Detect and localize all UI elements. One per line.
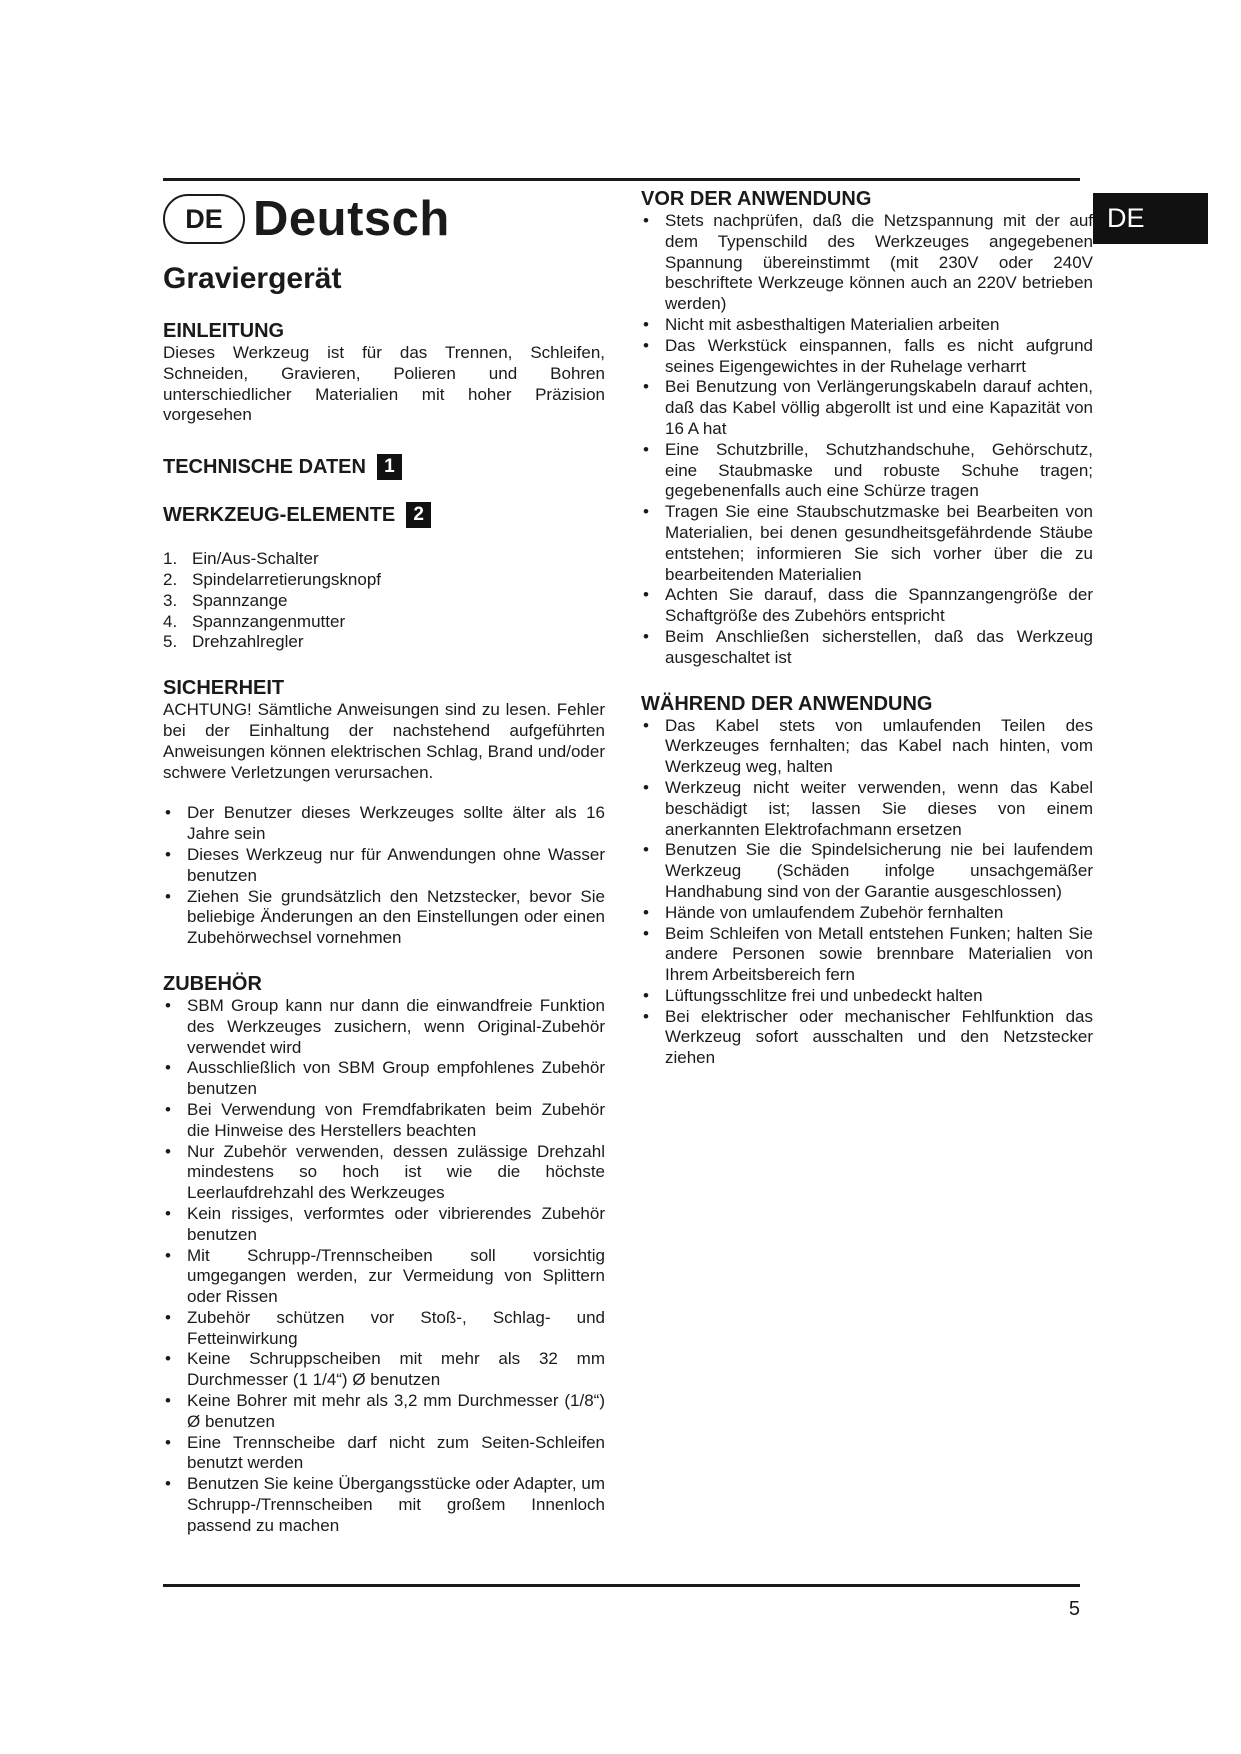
waehrend-der-anwendung-heading: WÄHREND DER ANWENDUNG (641, 692, 933, 715)
list-item: • Nicht mit asbesthaltigen Materialien arbeiten (641, 315, 1093, 336)
list-item: • Hände von umlaufendem Zubehör fernhalten (641, 903, 1093, 924)
bottom-rule (163, 1584, 1080, 1587)
list-item: 3. Spannzange (163, 590, 288, 610)
list-item: • Mit Schrupp-/Trennscheiben soll vorsichtig umgegangen werden, zur Vermeidung von Splittern oder Rissen (163, 1246, 605, 1308)
language-header (163, 188, 605, 250)
figure-ref-badge: 1 (377, 454, 402, 480)
list-item: • Ziehen Sie grundsätzlich den Netzstecker, bevor Sie beliebige Änderungen an den Einstellungen oder einen Zubehörwechsel vornehmen (163, 887, 605, 949)
list-item: • Bei Benutzung von Verlängerungskabeln darauf achten, daß das Kabel völlig abgerollt ist und eine Kapazität von 16 A hat (641, 377, 1093, 439)
list-item: 5. Drehzahlregler (163, 632, 304, 652)
list-item: • Eine Trennscheibe darf nicht zum Seiten-Schleifen benutzt werden (163, 1433, 605, 1475)
language-badge: DE (163, 194, 245, 244)
list-item: • Zubehör schützen vor Stoß-, Schlag- und Fetteinwirkung (163, 1308, 605, 1350)
page-number: 5 (1068, 1598, 1080, 1620)
list-item: • Tragen Sie eine Staubschutzmaske bei Bearbeiten von Materialien, bei denen gesundheitsgefährdende Stäube entstehen; informieren Sie sich vorher über die zu bearbeitenden Materialien (641, 502, 1093, 585)
zubehoer-heading: ZUBEHÖR (163, 972, 262, 995)
list-item: • Eine Schutzbrille, Schutzhandschuhe, Gehörschutz, eine Staubmaske und robuste Schuhe tragen; gegebenenfalls auch eine Schürze tragen (641, 440, 1093, 502)
list-item: • Benutzen Sie die Spindelsicherung nie bei laufendem Werkzeug (Schäden infolge unsachgemäßer Handhabung sind von der Garantie ausgeschlossen) (641, 840, 1093, 902)
list-item: 2. Spindelarretierungsknopf (163, 569, 382, 589)
sicherheit-heading: SICHERHEIT (163, 677, 285, 700)
list-item: • Das Werkstück einspannen, falls es nicht aufgrund seines Eigengewichtes in der Ruhelage verharrt (641, 336, 1093, 378)
list-item: • Der Benutzer dieses Werkzeuges sollte älter als 16 Jahre sein (163, 803, 605, 845)
list-item: • Dieses Werkzeug nur für Anwendungen ohne Wasser benutzen (163, 845, 605, 887)
list-item: • Bei elektrischer oder mechanischer Fehlfunktion das Werkzeug sofort ausschalten und den Netzstecker ziehen (641, 1007, 1093, 1069)
waehrend-der-anwendung-list (641, 716, 1093, 1070)
list-item: • Keine Bohrer mit mehr als 3,2 mm Durchmesser (1/8“) Ø benutzen (163, 1391, 605, 1433)
list-item: 1. Ein/Aus-Schalter (163, 549, 319, 569)
list-item: • Ausschließlich von SBM Group empfohlenes Zubehör benutzen (163, 1058, 605, 1100)
right-column (641, 188, 1093, 1069)
zubehoer-list (163, 996, 605, 1537)
list-item: • Nur Zubehör verwenden, dessen zulässige Drehzahl mindestens so hoch ist wie die höchste Leerlaufdrehzahl des Werkzeuges (163, 1142, 605, 1204)
list-item: • Benutzen Sie keine Übergangsstücke oder Adapter, um Schrupp-/Trennscheiben mit großem Innenloch passend zu machen (163, 1474, 605, 1536)
left-column (163, 188, 605, 1537)
vor-der-anwendung-list (641, 211, 1093, 669)
list-item: • Keine Schruppscheiben mit mehr als 32 mm Durchmesser (1 1/4“) Ø benutzen (163, 1349, 605, 1391)
top-rule (163, 178, 1080, 181)
werkzeug-elemente-heading: WERKZEUG-ELEMENTE 2 (163, 502, 605, 528)
list-item: • Beim Schleifen von Metall entstehen Funken; halten Sie andere Personen sowie brennbare Materialien von Ihrem Arbeitsbereich fern (641, 924, 1093, 986)
language-title: Deutsch (253, 192, 450, 246)
document-title: Graviergerät (163, 262, 342, 295)
list-item: 4. Spannzangenmutter (163, 611, 346, 631)
werkzeug-elemente-list (163, 549, 605, 653)
einleitung-text: Dieses Werkzeug ist für das Trennen, Schleifen, Schneiden, Gravieren, Polieren und Bohren unterschiedlicher Materialien mit hoher Präzision vorgesehen (163, 343, 605, 425)
figure-ref-badge: 2 (406, 502, 431, 528)
list-item: • Achten Sie darauf, dass die Spannzangengröße der Schaftgröße des Zubehörs entspricht (641, 585, 1093, 627)
language-side-tab: DE (1093, 193, 1208, 244)
sicherheit-list (163, 803, 605, 949)
vor-der-anwendung-heading: VOR DER ANWENDUNG (641, 188, 872, 210)
list-item: • Werkzeug nicht weiter verwenden, wenn das Kabel beschädigt ist; lassen Sie dieses von einem anerkannten Elektrofachmann ersetzen (641, 778, 1093, 840)
technische-daten-heading: TECHNISCHE DATEN 1 (163, 454, 605, 480)
list-item: • Das Kabel stets von umlaufenden Teilen des Werkzeuges fernhalten; das Kabel nach hinten, vom Werkzeug weg, halten (641, 716, 1093, 778)
list-item: • Beim Anschließen sicherstellen, daß das Werkzeug ausgeschaltet ist (641, 627, 1093, 669)
sicherheit-text: ACHTUNG! Sämtliche Anweisungen sind zu lesen. Fehler bei der Einhaltung der nachstehend aufgeführten Anweisungen können elektrischen Schlag, Brand und/oder schwere Verletzungen verursachen. (163, 700, 605, 782)
list-item: • Stets nachprüfen, daß die Netzspannung mit der auf dem Typenschild des Werkzeuges angegebenen Spannung übereinstimmt (mit 230V oder 240V beschriftete Werkzeuge können auch an 220V betrieben werden) (641, 211, 1093, 315)
einleitung-heading: EINLEITUNG (163, 320, 285, 342)
list-item: • SBM Group kann nur dann die einwandfreie Funktion des Werkzeuges zusichern, wenn Original-Zubehör verwendet wird (163, 996, 605, 1058)
list-item: • Kein rissiges, verformtes oder vibrierendes Zubehör benutzen (163, 1204, 605, 1246)
list-item: • Lüftungsschlitze frei und unbedeckt halten (641, 986, 1093, 1007)
list-item: • Bei Verwendung von Fremdfabrikaten beim Zubehör die Hinweise des Herstellers beachten (163, 1100, 605, 1142)
